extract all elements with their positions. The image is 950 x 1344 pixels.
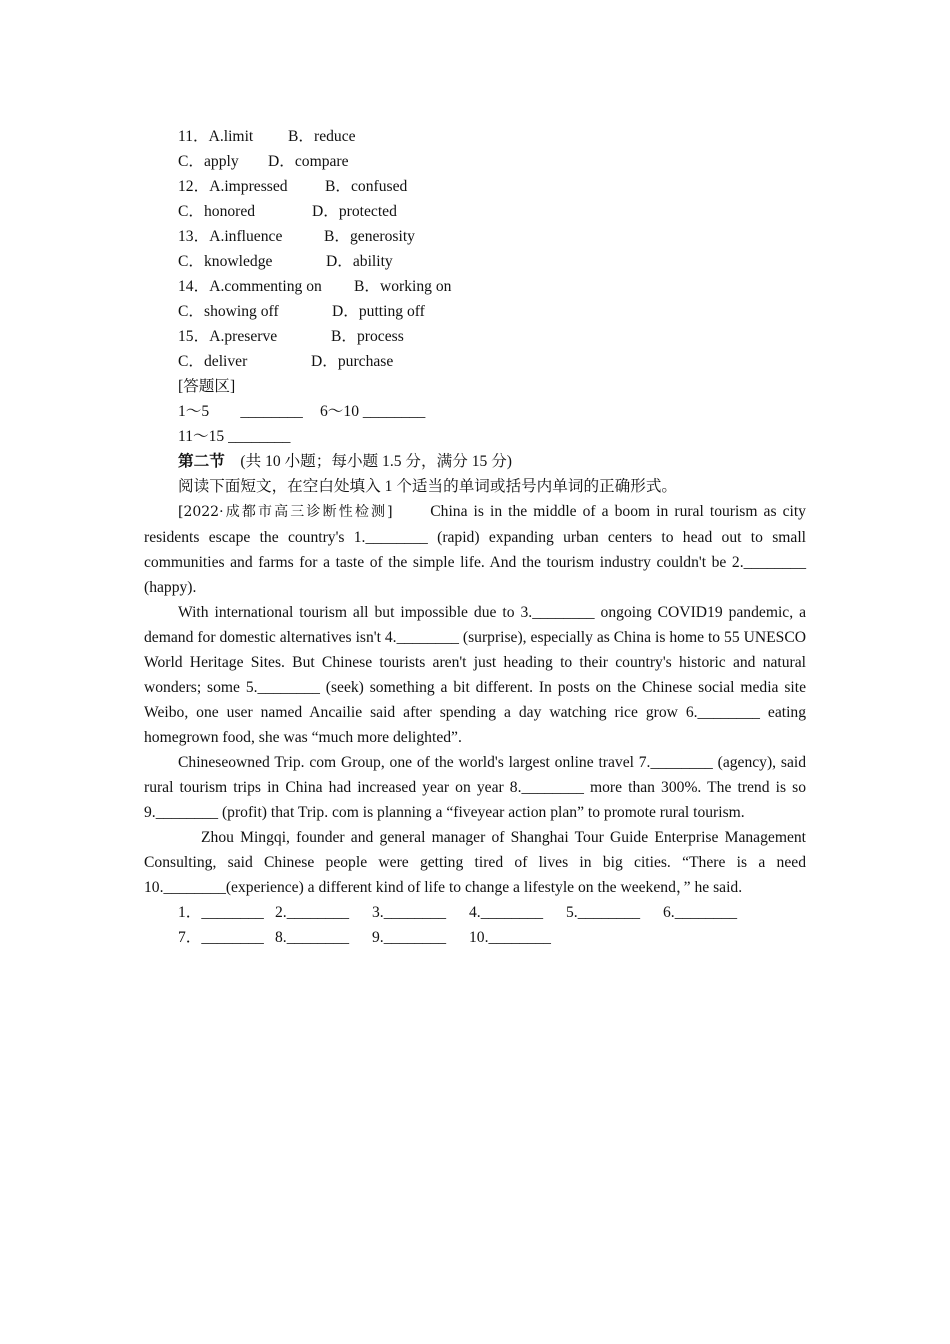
- answer-range-6-10: 6～10 ________: [320, 403, 426, 420]
- passage-source: [2022·成都市高三诊断性检测]: [178, 504, 393, 520]
- option-12c: C．honored: [178, 203, 256, 220]
- option-15b: B．process: [331, 328, 404, 345]
- option-11a: 11．A.limit: [178, 128, 254, 145]
- answer-blank-4: 4.________: [469, 904, 544, 921]
- section-2-instruction: 阅读下面短文，在空白处填入 1 个适当的单词或括号内单词的正确形式。: [178, 478, 678, 495]
- answer-blank-9: 9.________: [372, 929, 447, 946]
- question-13-row-1: [144, 224, 806, 249]
- question-11-row-2: [144, 149, 806, 174]
- answer-blank-6: 6.________: [663, 904, 738, 921]
- question-12-row-2: [144, 199, 806, 224]
- option-14a: 14．A.commenting on: [178, 278, 322, 295]
- option-14b: B．working on: [354, 278, 452, 295]
- option-15d: D．purchase: [311, 353, 394, 370]
- option-13d: D．ability: [326, 253, 393, 270]
- answer-blank-3: 3.________: [372, 904, 447, 921]
- section-2-info: (共 10 小题；每小题 1.5 分，满分 15 分): [240, 453, 512, 470]
- option-11d: D．compare: [268, 153, 349, 170]
- document-page: [144, 124, 806, 950]
- option-13a: 13．A.influence: [178, 228, 283, 245]
- option-12a: 12．A.impressed: [178, 178, 288, 195]
- answer-blank-1: 1．________: [178, 904, 264, 921]
- question-14-row-2: [144, 299, 806, 324]
- answer-blanks-row-1: [144, 900, 806, 925]
- option-15c: C．deliver: [178, 353, 248, 370]
- option-11b: B．reduce: [288, 128, 356, 145]
- passage-paragraph-3: Chineseowned Trip. com Group, one of the world's largest online travel 7.________ (agency), said rural tourism trips in China had increased year on year 8.________ more than 300%. The trend is so 9.________ (profit) that Trip. com is planning a “fiveyear action plan” to promote rural tourism.: [144, 754, 806, 821]
- passage-paragraph-2: With international tourism all but impossible due to 3.________ ongoing COVID19 pandemic, a demand for domestic alternatives isn't 4.________ (surprise), especially as China is home to 55 UNESCO World Heritage Sites. But Chinese tourists aren't just heading to their country's historic and natural wonders; some 5.________ (seek) something a bit different. In posts on the Chinese social media site Weibo, one user named Ancailie said after spending a day watching rice grow 6.________ eating homegrown food, she was “much more delighted”.: [144, 604, 806, 746]
- option-14d: D．putting off: [332, 303, 425, 320]
- answer-blank-5: 5.________: [566, 904, 641, 921]
- question-11-row-1: [144, 124, 806, 149]
- answer-area-row-2: 11～15 ________: [178, 428, 291, 445]
- option-15a: 15．A.preserve: [178, 328, 278, 345]
- option-12b: B．confused: [325, 178, 408, 195]
- option-11c: C．apply: [178, 153, 239, 170]
- question-12-row-1: [144, 174, 806, 199]
- question-13-row-2: [144, 249, 806, 274]
- question-14-row-1: [144, 274, 806, 299]
- answer-blank-10: 10.________: [469, 929, 551, 946]
- option-13b: B．generosity: [324, 228, 415, 245]
- answer-blanks-row-2: [144, 925, 806, 950]
- option-12d: D．protected: [312, 203, 397, 220]
- section-2-title: 第二节: [178, 453, 225, 470]
- answer-blank-8: 8.________: [275, 929, 350, 946]
- answer-blank-7: 7．________: [178, 929, 264, 946]
- section-2-heading: [144, 449, 806, 474]
- passage-paragraph-1: [144, 499, 806, 600]
- answer-area-label: [答题区]: [178, 378, 236, 395]
- question-15-row-1: [144, 324, 806, 349]
- answer-area-row-1: [144, 399, 806, 424]
- passage-paragraph-1-text: China is in the middle of a boom in rural tourism as city residents escape the country's 1.________ (rapid) expanding urban centers to head out to small communities and farms for a taste of the simple life. And the tourism industry couldn't be 2.________ (happy).: [144, 503, 806, 596]
- question-15-row-2: [144, 349, 806, 374]
- option-13c: C．knowledge: [178, 253, 273, 270]
- passage-paragraph-4: Zhou Mingqi, founder and general manager of Shanghai Tour Guide Enterprise Management Consulting, said Chinese people were getting tired of lives in big cities. “There is a need 10.________(experience) a different kind of life to change a lifestyle on the weekend，” he said.: [144, 829, 806, 896]
- answer-range-1-5: 1～5 ________: [178, 403, 303, 420]
- answer-blank-2: 2.________: [275, 904, 350, 921]
- option-14c: C．showing off: [178, 303, 279, 320]
